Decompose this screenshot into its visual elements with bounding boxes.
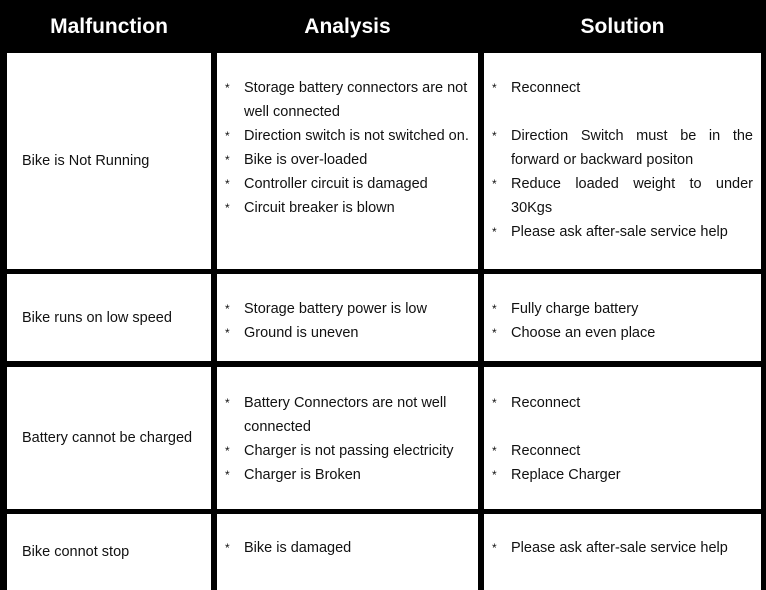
list-item: * Direction switch is not switched on.	[225, 124, 470, 148]
solution-cell	[484, 367, 761, 509]
bullet-icon: *	[225, 129, 230, 143]
header-analysis: Analysis	[217, 3, 478, 50]
bullet-icon: *	[492, 81, 497, 95]
analysis-cell	[217, 514, 478, 590]
malfunction-cell	[7, 53, 211, 269]
bullet-icon: *	[492, 326, 497, 340]
list-item: * Reduce loaded weight to under 30Kgs	[492, 172, 753, 220]
list-item: * Storage battery power is low	[225, 297, 470, 321]
list-item: * Please ask after-sale service help	[492, 536, 753, 560]
solution-cell	[484, 514, 761, 590]
solution-list	[492, 391, 753, 487]
bullet-icon: *	[225, 396, 230, 410]
list-item: * Storage battery connectors are not well connected	[225, 76, 470, 124]
analysis-list	[225, 536, 470, 560]
bullet-icon: *	[492, 396, 497, 410]
malfunction-text: Battery cannot be charged	[22, 430, 193, 446]
list-spacer	[492, 415, 753, 439]
list-item: * Direction Switch must be in the forward or backward positon	[492, 124, 753, 172]
solution-cell	[484, 274, 761, 361]
analysis-cell	[217, 367, 478, 509]
analysis-list	[225, 76, 470, 220]
malfunction-text: Bike runs on low speed	[22, 309, 172, 326]
bullet-icon: *	[225, 444, 230, 458]
malfunction-cell	[7, 514, 211, 590]
bullet-icon: *	[225, 201, 230, 215]
bullet-icon: *	[492, 468, 497, 482]
bullet-icon: *	[225, 468, 230, 482]
list-item: * Reconnect	[492, 76, 753, 100]
bullet-icon: *	[225, 326, 230, 340]
list-item: * Circuit breaker is blown	[225, 196, 470, 220]
list-item: * Reconnect	[492, 391, 753, 415]
bullet-icon: *	[225, 177, 230, 191]
list-item: * Charger is not passing electricity	[225, 439, 470, 463]
bullet-icon: *	[225, 541, 230, 555]
bullet-icon: *	[225, 153, 230, 167]
malfunction-text: Bike connot stop	[22, 544, 130, 560]
bullet-icon: *	[492, 541, 497, 555]
bullet-icon: *	[492, 444, 497, 458]
list-item: * Reconnect	[492, 439, 753, 463]
solution-list	[492, 76, 753, 244]
list-item: * Fully charge battery	[492, 297, 753, 321]
list-item: * Ground is uneven	[225, 321, 470, 345]
list-spacer	[492, 100, 753, 124]
bullet-icon: *	[492, 225, 497, 239]
malfunction-text: Bike is Not Running	[22, 153, 150, 169]
bullet-icon: *	[225, 81, 230, 95]
malfunction-cell	[7, 274, 211, 361]
bullet-icon: *	[225, 302, 230, 316]
analysis-cell	[217, 274, 478, 361]
analysis-list	[225, 391, 470, 487]
list-item: * Replace Charger	[492, 463, 753, 487]
list-item: * Please ask after-sale service help	[492, 220, 753, 244]
list-item: * Bike is damaged	[225, 536, 470, 560]
list-item: * Controller circuit is damaged	[225, 172, 470, 196]
list-item: * Battery Connectors are not well connected	[225, 391, 470, 439]
header-solution: Solution	[484, 3, 761, 50]
header-malfunction: Malfunction	[7, 3, 211, 50]
analysis-cell	[217, 53, 478, 269]
solution-list	[492, 297, 753, 345]
malfunction-cell	[7, 367, 211, 509]
list-item: * Choose an even place	[492, 321, 753, 345]
bullet-icon: *	[492, 129, 497, 143]
list-item: * Bike is over-loaded	[225, 148, 470, 172]
solution-cell	[484, 53, 761, 269]
bullet-icon: *	[492, 177, 497, 191]
bullet-icon: *	[492, 302, 497, 316]
list-item: * Charger is Broken	[225, 463, 470, 487]
analysis-list	[225, 297, 470, 345]
solution-list	[492, 536, 753, 560]
